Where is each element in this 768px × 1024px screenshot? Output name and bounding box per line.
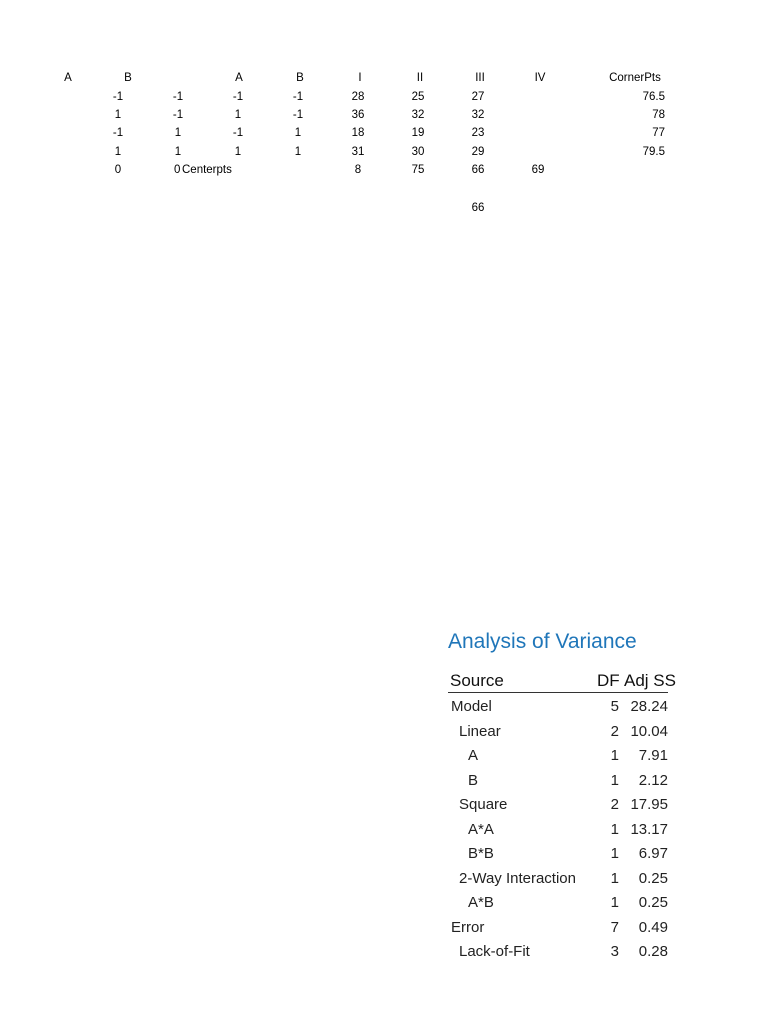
anova-row-linear <box>448 721 668 746</box>
anova-row-a <box>448 745 668 770</box>
anova-title: Analysis of Variance <box>448 630 637 653</box>
cell-center-b: 0 <box>114 164 122 176</box>
df-value: 1 <box>610 820 619 838</box>
cell-r1-cornerpts: 76.5 <box>642 91 665 103</box>
cell-r2-e: -1 <box>292 109 304 121</box>
anova-row-b-b <box>448 843 668 868</box>
cell-r1-e: -1 <box>292 91 304 103</box>
df-value: 5 <box>610 698 619 715</box>
source-label: Model <box>451 698 492 715</box>
df-value: 1 <box>610 747 619 764</box>
cell-r4-ii: 30 <box>411 146 425 158</box>
header-i: I <box>358 72 362 84</box>
cell-r1-iii: 27 <box>471 91 485 103</box>
adj-ss-value: 17.95 <box>630 796 668 813</box>
df-value: 3 <box>610 943 619 960</box>
anova-row-lack-of-fit <box>448 941 668 966</box>
header-iii: III <box>475 72 485 84</box>
cell-r3-cornerpts: 77 <box>652 127 665 139</box>
source-label: A*B <box>468 894 494 911</box>
adj-ss-value: 28.24 <box>630 698 668 715</box>
header-ii: II <box>416 72 424 84</box>
cell-center-iv: 69 <box>531 164 545 176</box>
anova-table <box>448 626 676 960</box>
cell-r1-ii: 25 <box>411 91 425 103</box>
df-value: 1 <box>610 845 619 862</box>
cell-center-iii: 66 <box>471 164 485 176</box>
adj-ss-value: 7.91 <box>638 747 668 764</box>
spreadsheet-data <box>0 0 768 240</box>
anova-header-row <box>448 670 676 693</box>
anova-row-square <box>448 794 668 819</box>
cell-r2-c: -1 <box>172 109 184 121</box>
anova-row-error <box>448 917 668 942</box>
header-df: DF <box>597 671 620 690</box>
cell-r3-b: -1 <box>112 127 124 139</box>
source-label: A*A <box>468 820 494 838</box>
adj-ss-value: 0.25 <box>638 869 668 887</box>
cell-r3-e: 1 <box>294 127 302 139</box>
df-value: 1 <box>610 894 619 911</box>
df-value: 1 <box>610 869 619 887</box>
header-a-2: A <box>235 72 243 84</box>
cell-r4-c: 1 <box>174 146 182 158</box>
source-label: Error <box>451 918 485 936</box>
source-label: Linear <box>459 722 501 740</box>
header-cornerpts: CornerPts <box>609 72 661 84</box>
header-source: Source <box>450 671 504 690</box>
adj-ss-value: 6.97 <box>638 845 668 862</box>
cell-extra-iii: 66 <box>471 202 485 214</box>
cell-r4-cornerpts: 79.5 <box>642 146 665 158</box>
source-label: A <box>468 747 479 764</box>
anova-row-2-way-interaction <box>448 868 668 893</box>
source-label: B*B <box>468 845 494 862</box>
cell-r2-ii: 32 <box>411 109 425 121</box>
source-label: Square <box>459 796 508 813</box>
df-value: 7 <box>610 918 619 936</box>
cell-r1-i: 28 <box>351 91 365 103</box>
cell-center-ii: 75 <box>411 164 425 176</box>
source-label: Lack-of-Fit <box>459 943 530 960</box>
df-value: 2 <box>610 722 619 740</box>
cell-r2-d: 1 <box>234 109 242 121</box>
cell-r2-iii: 32 <box>471 109 485 121</box>
adj-ss-value: 13.17 <box>630 820 668 838</box>
anova-row-a-b <box>448 892 668 917</box>
cell-r3-d: -1 <box>232 127 244 139</box>
adj-ss-value: 0.49 <box>638 918 668 936</box>
cell-r1-d: -1 <box>232 91 244 103</box>
cell-r2-cornerpts: 78 <box>652 109 665 121</box>
cell-r2-b: 1 <box>114 109 122 121</box>
header-b: B <box>124 72 132 84</box>
source-label: B <box>468 771 479 789</box>
cell-r4-b: 1 <box>114 146 122 158</box>
cell-r2-i: 36 <box>351 109 365 121</box>
cell-center-label: Centerpts <box>182 164 232 176</box>
header-b-2: B <box>296 72 304 84</box>
cell-r4-e: 1 <box>294 146 302 158</box>
cell-center-i: 8 <box>354 164 362 176</box>
cell-r3-iii: 23 <box>471 127 485 139</box>
adj-ss-value: 0.28 <box>638 943 668 960</box>
cell-center-c: 0 <box>174 164 181 176</box>
df-value: 1 <box>610 771 619 789</box>
cell-r4-i: 31 <box>351 146 365 158</box>
adj-ss-value: 10.04 <box>630 722 668 740</box>
source-label: 2-Way Interaction <box>459 869 576 887</box>
cell-r4-d: 1 <box>234 146 242 158</box>
cell-r1-c: -1 <box>172 91 184 103</box>
df-value: 2 <box>610 796 619 813</box>
anova-row-a-a <box>448 819 668 844</box>
anova-row-model <box>448 696 668 721</box>
header-iv: IV <box>534 72 546 84</box>
cell-r3-c: 1 <box>174 127 182 139</box>
adj-ss-value: 2.12 <box>638 771 668 789</box>
adj-ss-value: 0.25 <box>638 894 668 911</box>
header-a: A <box>64 72 72 84</box>
cell-r3-ii: 19 <box>411 127 425 139</box>
cell-r4-iii: 29 <box>471 146 485 158</box>
header-adj-ss: Adj SS <box>624 671 676 690</box>
cell-r3-i: 18 <box>351 127 365 139</box>
anova-row-b <box>448 770 668 795</box>
cell-r1-b: -1 <box>112 91 124 103</box>
